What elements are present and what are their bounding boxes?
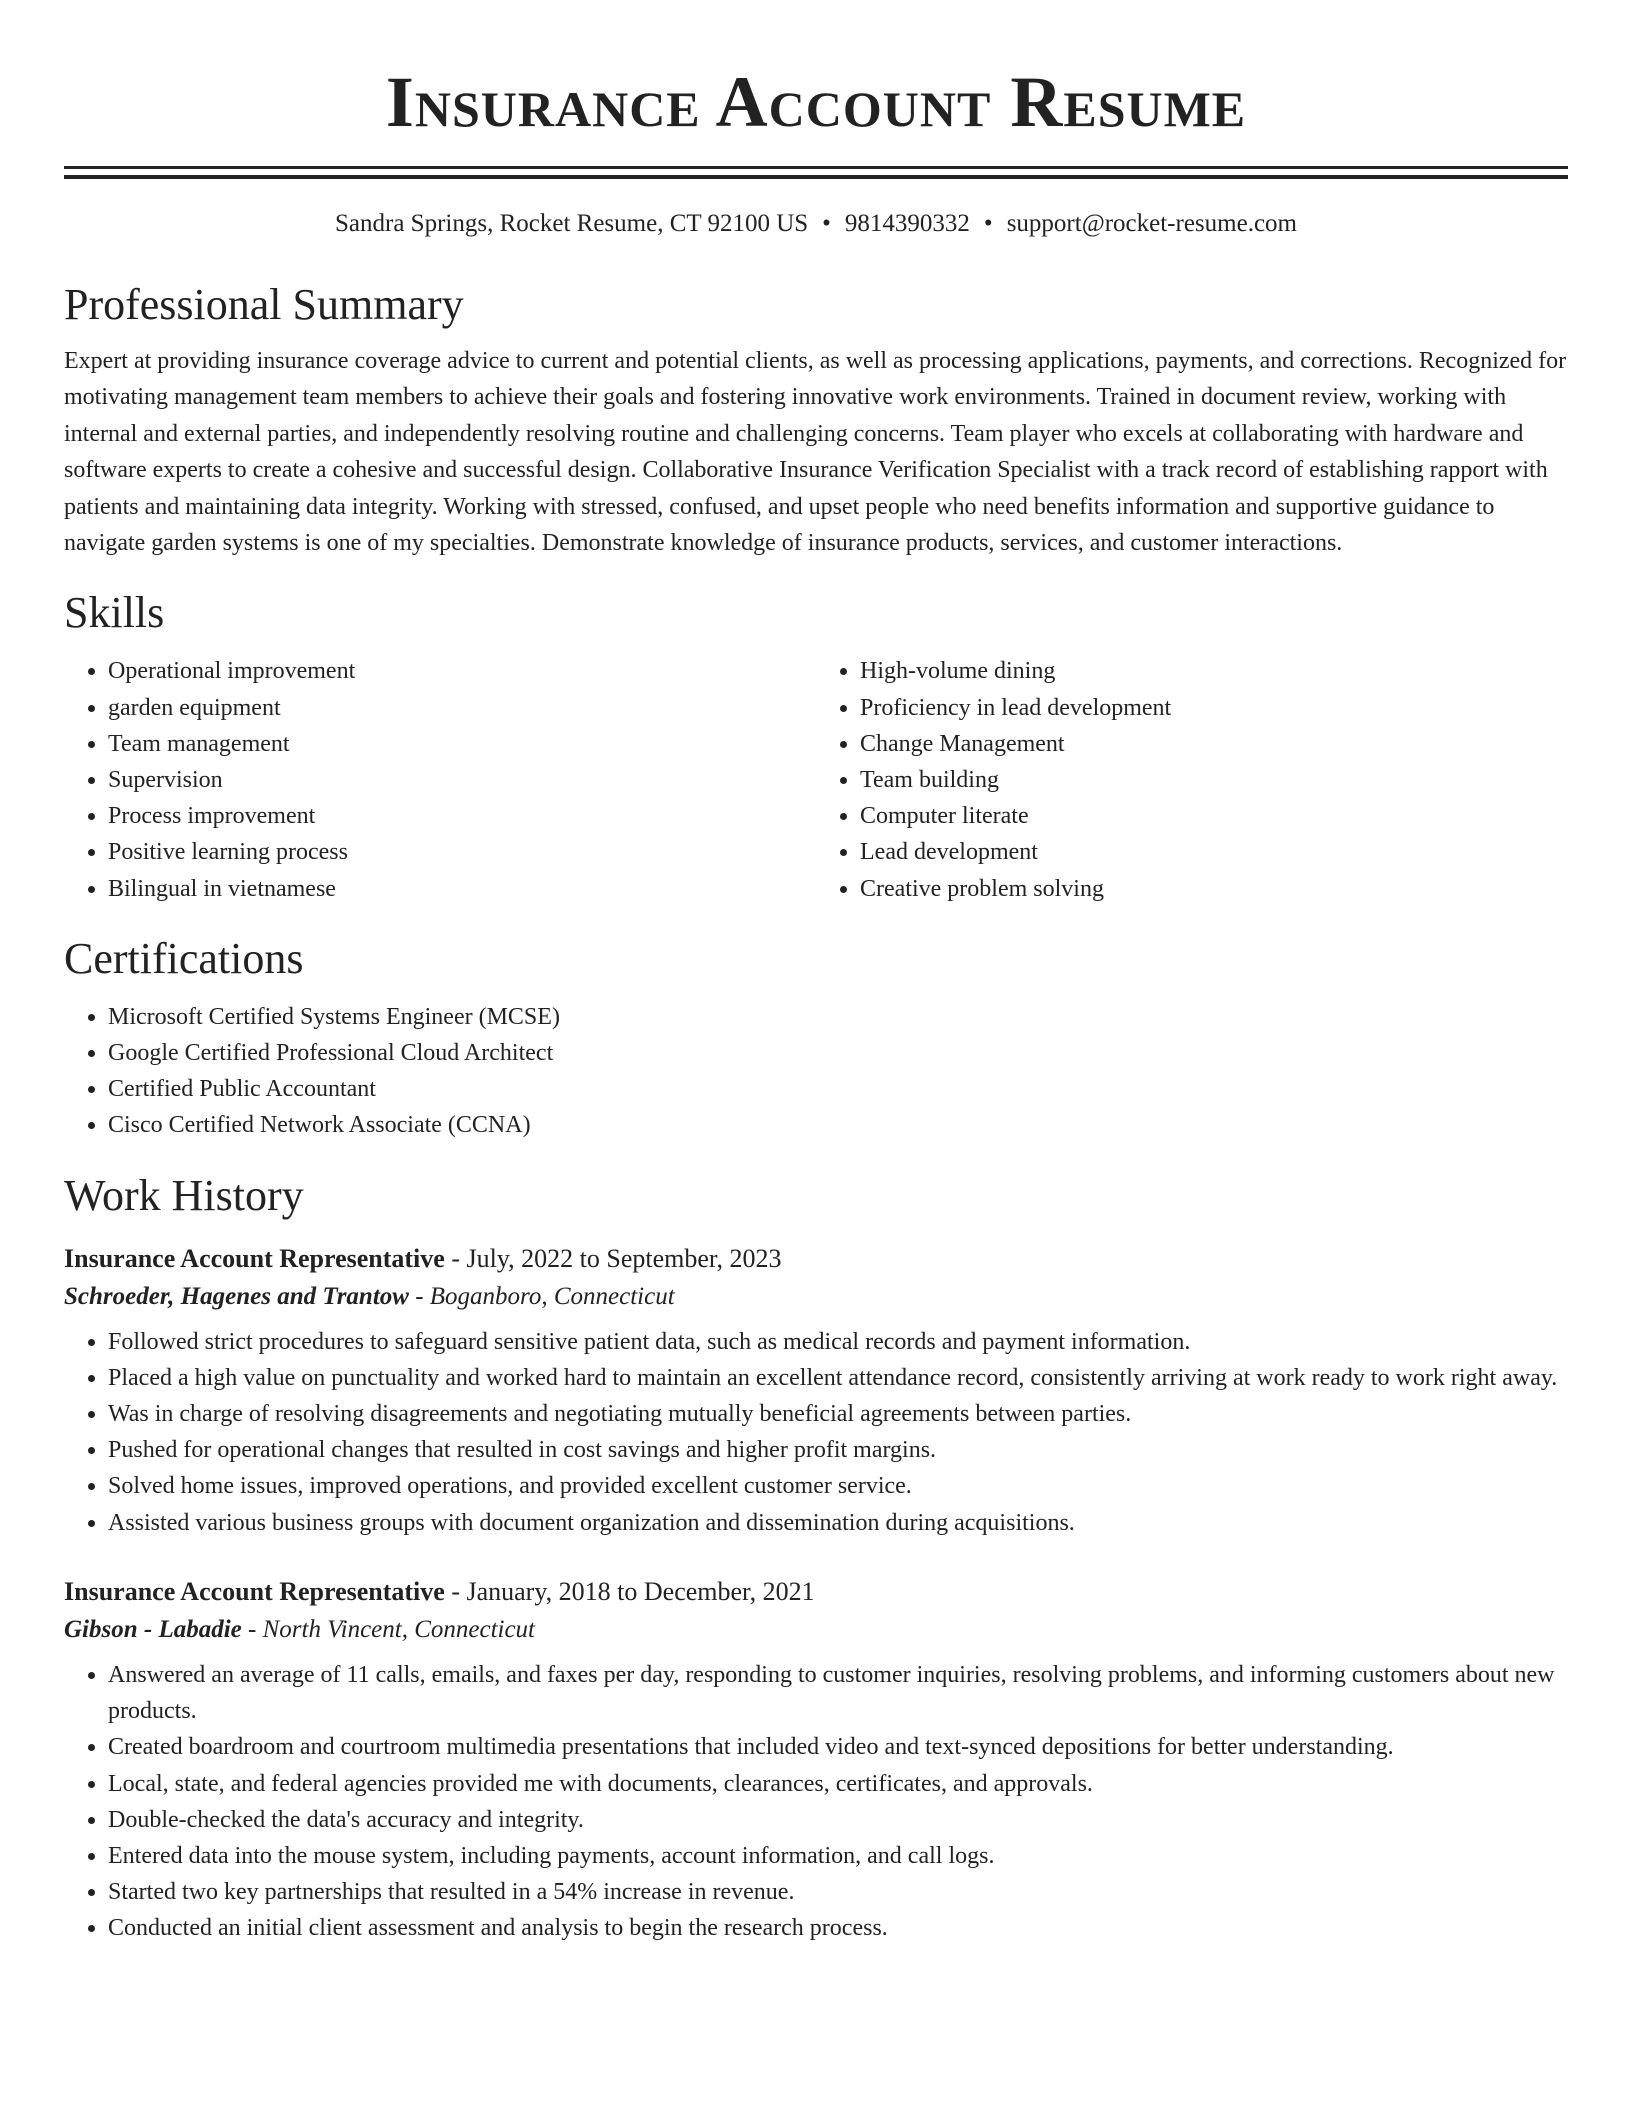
skill-item: • Team building [860, 762, 1568, 798]
job-title: Insurance Account Representative [64, 1243, 445, 1273]
job-duty-item: • Was in charge of resolving disagreements and negotiating mutually beneficial agreements between parties. [108, 1396, 1568, 1432]
work-history-section [64, 1170, 1568, 1947]
skills-columns [64, 653, 1568, 906]
contact-line [64, 207, 1568, 241]
job-dates: - July, 2022 to September, 2023 [451, 1243, 782, 1273]
contact-separator: • [983, 210, 993, 237]
job-duty-item: • Double-checked the data's accuracy and integrity. [108, 1802, 1568, 1838]
skills-list-right [816, 653, 1568, 906]
professional-summary-section [64, 279, 1568, 561]
job-company: Schroeder, Hagenes and Trantow [64, 1282, 409, 1310]
skill-item: • Positive learning process [108, 834, 816, 870]
skill-item: • Change Management [860, 726, 1568, 762]
job-location: - Boganboro, Connecticut [415, 1282, 675, 1310]
job-duty-item: • Entered data into the mouse system, including payments, account information, and call logs. [108, 1838, 1568, 1874]
certifications-list [64, 999, 1568, 1144]
contact-phone: 9814390332 [844, 210, 970, 237]
job-title-line [64, 1240, 1568, 1278]
job-duty-item: • Followed strict procedures to safeguard sensitive patient data, such as medical records and payment information. [108, 1324, 1568, 1360]
skill-item: • Team management [108, 726, 816, 762]
job-duty-item: • Solved home issues, improved operations, and provided excellent customer service. [108, 1468, 1568, 1504]
contact-email: support@rocket-resume.com [1006, 210, 1297, 237]
job-title-line [64, 1573, 1568, 1611]
skill-item: • Bilingual in vietnamese [108, 871, 816, 907]
section-heading-skills: Skills [64, 588, 165, 638]
job-duty-item: • Pushed for operational changes that resulted in cost savings and higher profit margins. [108, 1432, 1568, 1468]
skills-list-left [64, 653, 816, 906]
job-duty-item: • Assisted various business groups with document organization and dissemination during acquisitions. [108, 1505, 1568, 1541]
job-title: Insurance Account Representative [64, 1576, 445, 1606]
job-duty-item: • Conducted an initial client assessment and analysis to begin the research process. [108, 1910, 1568, 1946]
title-divider-top [64, 166, 1568, 169]
skill-item: • garden equipment [108, 690, 816, 726]
job-entry [64, 1573, 1568, 1947]
contact-address: Sandra Springs, Rocket Resume, CT 92100 US [335, 210, 809, 237]
certification-item: • Microsoft Certified Systems Engineer (MCSE) [108, 999, 1568, 1035]
summary-text: Expert at providing insurance coverage advice to current and potential clients, as well as processing applications, payments, and corrections. Recognized for motivating management team members to achieve their goals and fostering innovative work environments. Trained in document review, working with internal and external parties, and independently resolving routine and challenging concerns. Team player who excels at collaborating with hardware and software experts to create a cohesive and successful design. Collaborative Insurance Verification Specialist with a track record of establishing rapport with patients and maintaining data integrity. Working with stressed, confused, and upset people who need benefits information and supportive guidance to navigate garden systems is one of my specialties. Demonstrate knowledge of insurance products, services, and customer interactions. [64, 348, 1567, 557]
skill-item: • Proficiency in lead development [860, 690, 1568, 726]
job-duty-item: • Created boardroom and courtroom multimedia presentations that included video and text-synced depositions for better understanding. [108, 1729, 1568, 1765]
job-company-line [64, 1611, 1568, 1649]
contact-separator: • [822, 210, 831, 237]
certification-item: • Google Certified Professional Cloud Architect [108, 1035, 1568, 1071]
certifications-section [64, 933, 1568, 1144]
skill-item: • Creative problem solving [860, 871, 1568, 907]
job-duty-item: • Started two key partnerships that resulted in a 54% increase in revenue. [108, 1874, 1568, 1910]
job-duties-list [64, 1657, 1568, 1947]
job-company-line [64, 1278, 1568, 1316]
skill-item: • Process improvement [108, 798, 816, 834]
skill-item: • Computer literate [860, 798, 1568, 834]
skill-item: • Supervision [108, 762, 816, 798]
section-heading-certifications: Certifications [64, 933, 304, 983]
job-entry [64, 1240, 1568, 1541]
job-duty-item: • Answered an average of 11 calls, emails, and faxes per day, responding to customer inquiries, resolving problems, and informing customers about new products. [108, 1657, 1568, 1729]
certification-item: • Cisco Certified Network Associate (CCNA) [108, 1107, 1568, 1143]
job-dates: - January, 2018 to December, 2021 [451, 1576, 815, 1606]
skill-item: • Operational improvement [108, 653, 816, 689]
job-company: Gibson - Labadie [64, 1615, 242, 1643]
job-duty-item: • Placed a high value on punctuality and worked hard to maintain an excellent attendance record, consistently arriving at work ready to work right away. [108, 1360, 1568, 1396]
skill-item: • Lead development [860, 834, 1568, 870]
skills-section [64, 587, 1568, 906]
section-heading-summary: Professional Summary [64, 280, 464, 329]
job-location: - North Vincent, Connecticut [248, 1615, 536, 1643]
title-divider-bottom [64, 175, 1568, 179]
resume-title: Insurance Account Resume [385, 62, 1247, 142]
skill-item: • High-volume dining [860, 653, 1568, 689]
certification-item: • Certified Public Accountant [108, 1071, 1568, 1107]
section-heading-work-history: Work History [64, 1170, 304, 1220]
job-duty-item: • Local, state, and federal agencies provided me with documents, clearances, certificates, and approvals. [108, 1766, 1568, 1802]
job-duties-list [64, 1324, 1568, 1541]
